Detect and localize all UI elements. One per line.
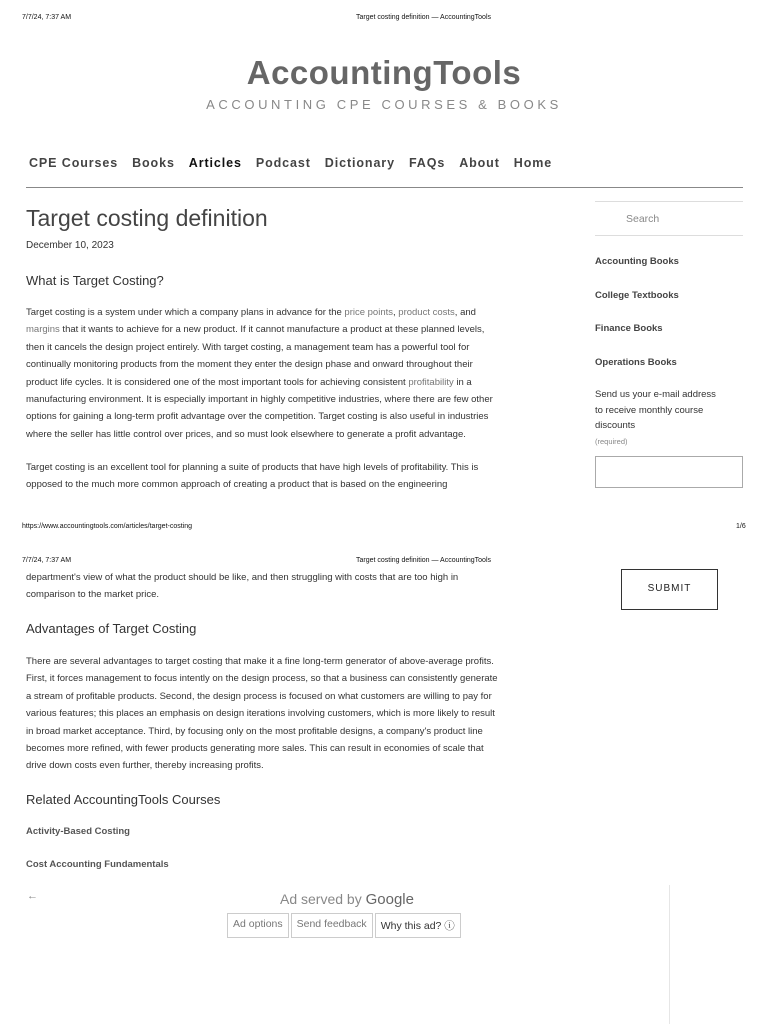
send-feedback-button[interactable]: Send feedback: [291, 913, 373, 938]
nav-articles[interactable]: Articles: [188, 156, 242, 170]
link-margins[interactable]: margins: [26, 324, 60, 336]
ad-controls: [227, 913, 461, 938]
print-url: https://www.accountingtools.com/articles/target-costing: [22, 523, 193, 530]
heading-what-is-target-costing: What is Target Costing?: [26, 273, 164, 288]
link-product-costs[interactable]: product costs: [398, 307, 455, 318]
nav-about[interactable]: About: [459, 156, 500, 170]
newsletter-prompt: Send us your e-mail address to receive monthly course discounts: [595, 389, 716, 432]
sidebar-link-accounting-books[interactable]: Accounting Books: [595, 256, 679, 267]
ad-options-button[interactable]: Ad options: [227, 913, 289, 938]
nav-cpe-courses[interactable]: CPE Courses: [29, 156, 119, 170]
main-nav: [29, 156, 552, 170]
print-page-number: 1/6: [736, 523, 746, 530]
nav-books[interactable]: Books: [132, 156, 175, 170]
search-input[interactable]: Search: [595, 201, 743, 236]
heading-advantages: Advantages of Target Costing: [26, 621, 197, 636]
submit-button[interactable]: SUBMIT: [621, 569, 718, 610]
nav-home[interactable]: Home: [513, 156, 553, 170]
sidebar-link-operations-books[interactable]: Operations Books: [595, 357, 677, 368]
nav-divider: [26, 187, 743, 188]
link-price-points[interactable]: price points: [344, 307, 394, 318]
print-doc-title-2: Target costing definition — AccountingTools: [355, 557, 492, 564]
print-doc-title: Target costing definition — AccountingTools: [355, 14, 492, 21]
sidebar-link-finance-books[interactable]: Finance Books: [595, 323, 663, 334]
nav-podcast[interactable]: Podcast: [255, 156, 311, 170]
ad-frame-edge: [669, 885, 670, 1024]
back-arrow-icon[interactable]: ←: [27, 890, 38, 902]
nav-faqs[interactable]: FAQs: [408, 156, 446, 170]
nav-dictionary[interactable]: Dictionary: [324, 156, 395, 170]
site-title[interactable]: AccountingTools: [246, 54, 522, 91]
link-profitability[interactable]: profitability: [408, 376, 454, 388]
why-this-ad-button[interactable]: Why this ad? ⓘ: [375, 913, 461, 938]
article-date: December 10, 2023: [26, 240, 114, 251]
ad-served-by: Ad served by Google: [280, 891, 414, 908]
course-link-activity-based-costing[interactable]: Activity-Based Costing: [26, 826, 130, 837]
print-datetime-2: 7/7/24, 7:37 AM: [22, 557, 72, 564]
article-title: Target costing definition: [26, 205, 268, 231]
email-field[interactable]: [595, 456, 743, 488]
print-datetime: 7/7/24, 7:37 AM: [22, 14, 72, 21]
paragraph-1: Target costing is a system under which a company plans in advance for the price points, product costs, and margins that it wants to achieve for a new product. If it cannot manufacture a product at these planned levels, then it cancels the design project entirely. With target costing, a management team has a powerful tool for continually monitoring products from the moment they enter the design phase and onward throughout their product life cycles. It is considered one of the most important tools for achieving consistent profitability in a manufacturing environment. It is especially important in highly competitive industries, where there are few other options for gaining a long-term profit advantage over the competition. Target costing is also useful in industries where the seller has little control over prices, and so must look elsewhere to generate a profit advantage.: [26, 307, 493, 440]
paragraph-2-start: Target costing is an excellent tool for planning a suite of products that have high levels of profitability. This is opposed to the much more common approach of creating a product that is based on the engineering: [26, 462, 479, 491]
required-label: (required): [595, 437, 628, 446]
sidebar-link-college-textbooks[interactable]: College Textbooks: [595, 290, 679, 301]
heading-related-courses: Related AccountingTools Courses: [26, 792, 221, 807]
google-logo: Google: [365, 891, 414, 908]
site-subtitle: ACCOUNTING CPE COURSES & BOOKS: [206, 97, 562, 112]
course-link-cost-accounting-fundamentals[interactable]: Cost Accounting Fundamentals: [26, 859, 169, 870]
paragraph-3: There are several advantages to target costing that make it a fine long-term generator of above-average profits. First, it forces management to focus intently on the design process, so that a business can consistently generate a stream of profitable products. Second, the design process is focused on what customers are willing to pay for various features; this places an emphasis on design iterations involving customers, which is more likely to result in broad market acceptance. Third, by focusing only on the most profitable designs, a company's product line becomes more refined, with fewer products generating more sales. This can result in economies of scale that drive down costs even further, thereby increasing profits.: [26, 656, 498, 772]
paragraph-2-end: department's view of what the product should be like, and then struggling with costs that are too high in comparison to the market price.: [26, 572, 459, 601]
